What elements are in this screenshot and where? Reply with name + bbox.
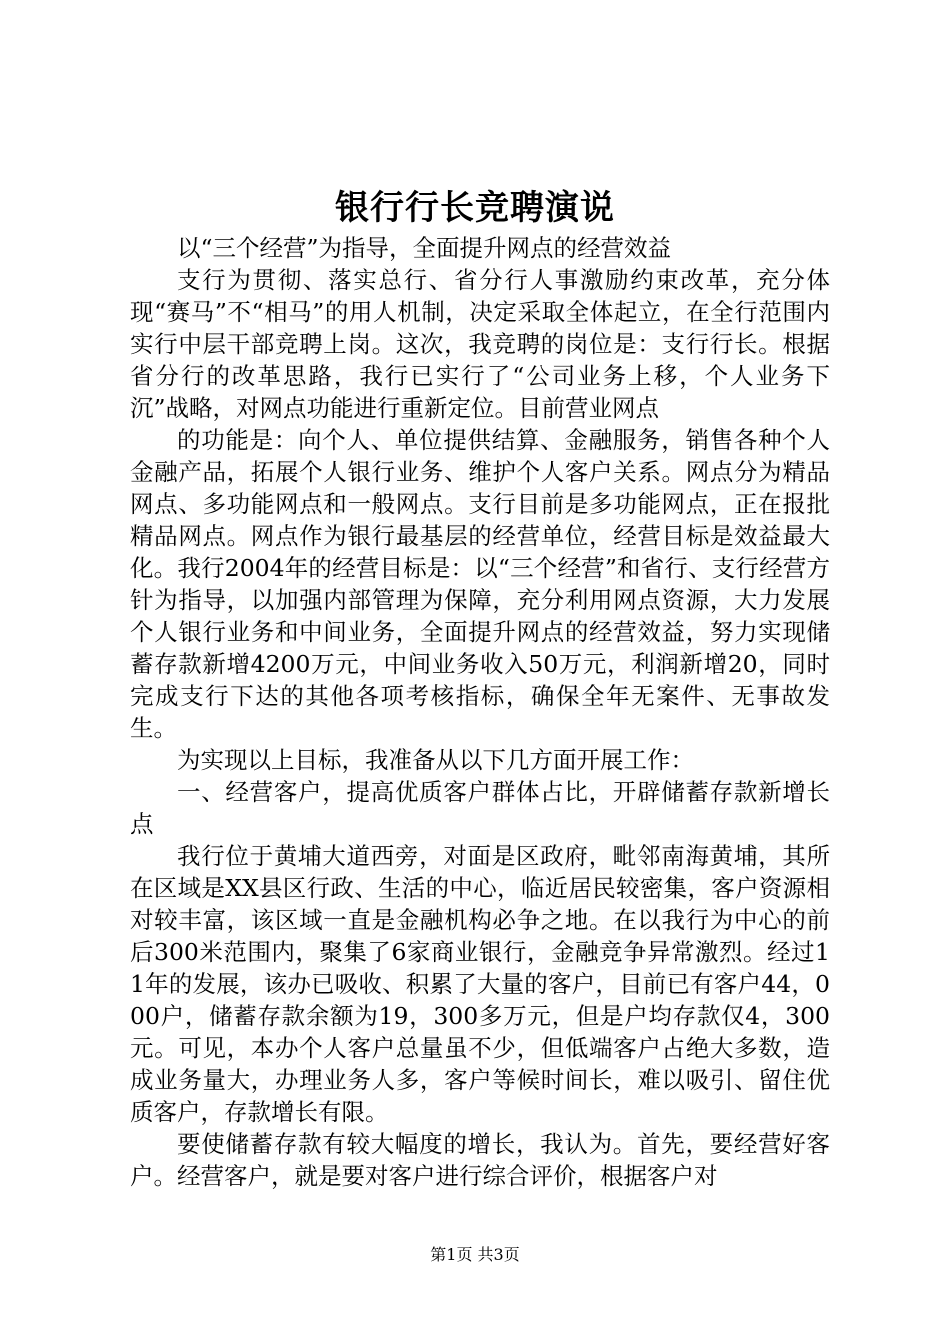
paragraph: 要使储蓄存款有较大幅度的增长，我认为。首先，要经营好客户。经营客户，就是要对客户进行综合评价，根据客户对 bbox=[130, 1130, 830, 1190]
paragraph: 支行为贯彻、落实总行、省分行人事激励约束改革，充分体现“赛马”不“相马”的用人机制，决定采取全体起立，在全行范围内实行中层干部竞聘上岗。这次，我竞聘的岗位是：支行行长。根据省分行的改革思路，我行已实行了“公司业务上移，个人业务下沉”战略，对网点功能进行重新定位。目前营业网点 bbox=[130, 266, 830, 422]
document-body bbox=[130, 232, 830, 1192]
page-number-footer: 第1页 共3页 bbox=[430, 1245, 520, 1264]
section-heading: 一、经营客户，提高优质客户群体占比，开辟储蓄存款新增长点 bbox=[130, 778, 830, 838]
paragraph-subtitle: 以“三个经营”为指导，全面提升网点的经营效益 bbox=[177, 234, 672, 262]
paragraph: 为实现以上目标，我准备从以下几方面开展工作： bbox=[177, 746, 694, 774]
paragraph: 的功能是：向个人、单位提供结算、金融服务，销售各种个人金融产品，拓展个人银行业务、维护个人客户关系。网点分为精品网点、多功能网点和一般网点。支行目前是多功能网点，正在报批精品网点。网点作为银行最基层的经营单位，经营目标是效益最大化。我行2004年的经营目标是：以“三个经营”和省行、支行经营方针为指导，以加强内部管理为保障，充分利用网点资源，大力发展个人银行业务和中间业务，全面提升网点的经营效益，努力实现储蓄存款新增4200万元，中间业务收入50万元，利润新增20，同时完成支行下达的其他各项考核指标，确保全年无案件、无事故发生。 bbox=[130, 426, 830, 742]
document-title: 银行行长竞聘演说 bbox=[335, 188, 615, 228]
paragraph: 我行位于黄埔大道西旁，对面是区政府，毗邻南海黄埔，其所在区域是XX县区行政、生活的中心，临近居民较密集，客户资源相对较丰富，该区域一直是金融机构必争之地。在以我行为中心的前后300米范围内，聚集了6家商业银行，金融竞争异常激烈。经过11年的发展，该办已吸收、积累了大量的客户，目前已有客户44，000户，储蓄存款余额为19，300多万元，但是户均存款仅4，300元。可见，本办个人客户总量虽不少，但低端客户占绝大多数，造成业务量大，办理业务人多，客户等候时间长，难以吸引、留住优质客户，存款增长有限。 bbox=[130, 842, 830, 1126]
